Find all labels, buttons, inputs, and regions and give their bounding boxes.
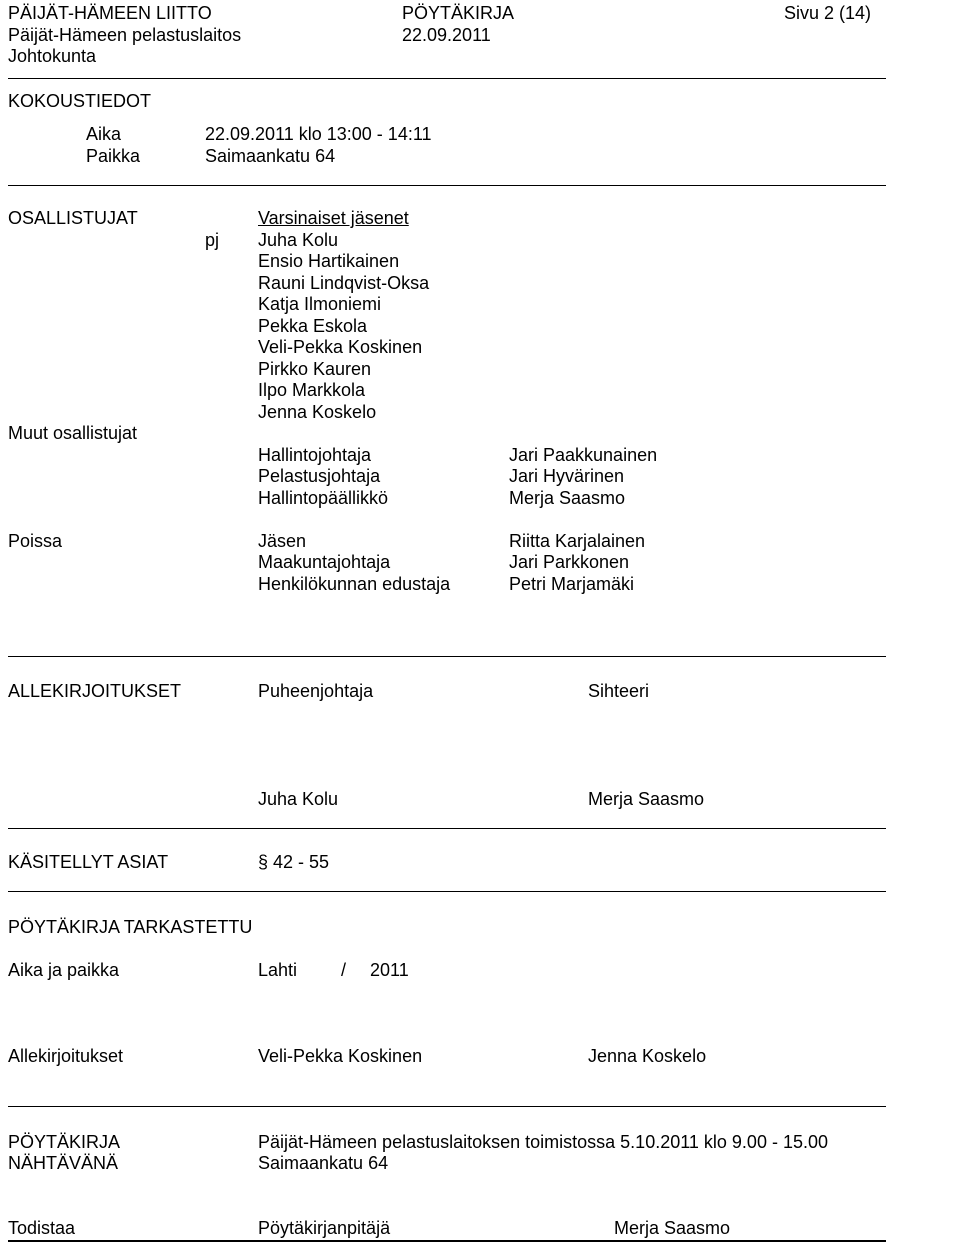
absent-role: Maakuntajohtaja <box>258 552 391 572</box>
signer-name: Jenna Koskelo <box>588 1046 707 1066</box>
display-location: Päijät-Hämeen pelastuslaitoksen toimistossa 5.10.2011 klo 9.00 - 15.00 <box>258 1132 828 1152</box>
divider <box>8 891 886 892</box>
absent-name: Petri Marjamäki <box>509 574 635 594</box>
body-name: Johtokunta <box>8 46 97 66</box>
signers-label: Allekirjoitukset <box>8 1046 124 1066</box>
member-name: Rauni Lindqvist-Oksa <box>258 273 430 293</box>
secretary-signature-name: Merja Saasmo <box>588 789 705 809</box>
other-role: Pelastusjohtaja <box>258 466 381 486</box>
chair-title: Puheenjohtaja <box>258 681 374 701</box>
signatures-heading: ALLEKIRJOITUKSET <box>8 681 182 701</box>
display-label: NÄHTÄVÄNÄ <box>8 1153 119 1173</box>
document-type: PÖYTÄKIRJA <box>402 3 515 23</box>
certify-role: Pöytäkirjanpitäjä <box>258 1218 391 1238</box>
page-number: Sivu 2 (14) <box>784 3 872 23</box>
absent-heading: Poissa <box>8 531 63 551</box>
bottom-rule <box>8 1240 886 1242</box>
divider <box>8 78 886 79</box>
document-date: 22.09.2011 <box>402 25 491 45</box>
members-title: Varsinaiset jäsenet <box>258 208 409 228</box>
review-date-separator: / <box>341 960 347 980</box>
member-name: Ensio Hartikainen <box>258 251 400 271</box>
time-label: Aika <box>86 124 122 144</box>
place-label: Paikka <box>86 146 141 166</box>
divider <box>8 1106 886 1107</box>
review-year: 2011 <box>370 960 409 980</box>
display-label: PÖYTÄKIRJA <box>8 1132 121 1152</box>
divider <box>8 185 886 186</box>
time-value: 22.09.2011 klo 13:00 - 14:11 <box>205 124 432 144</box>
others-heading: Muut osallistujat <box>8 423 138 443</box>
meeting-heading: KOKOUSTIEDOT <box>8 91 152 111</box>
secretary-title: Sihteeri <box>588 681 650 701</box>
member-name: Pekka Eskola <box>258 316 368 336</box>
member-name: Veli-Pekka Koskinen <box>258 337 423 357</box>
divider <box>8 656 886 657</box>
time-place-label: Aika ja paikka <box>8 960 120 980</box>
other-name: Merja Saasmo <box>509 488 626 508</box>
absent-name: Riitta Karjalainen <box>509 531 646 551</box>
member-name: Ilpo Markkola <box>258 380 366 400</box>
signer-name: Veli-Pekka Koskinen <box>258 1046 423 1066</box>
other-role: Hallintopäällikkö <box>258 488 389 508</box>
items-value: § 42 - 55 <box>258 852 330 872</box>
member-name: Katja Ilmoniemi <box>258 294 382 314</box>
participants-heading: OSALLISTUJAT <box>8 208 138 228</box>
certify-name: Merja Saasmo <box>614 1218 731 1238</box>
certify-label: Todistaa <box>8 1218 76 1238</box>
place-value: Saimaankatu 64 <box>205 146 336 166</box>
chair-signature-name: Juha Kolu <box>258 789 339 809</box>
absent-role: Jäsen <box>258 531 307 551</box>
member-name: Jenna Koskelo <box>258 402 377 422</box>
unit-name: Päijät-Hämeen pelastuslaitos <box>8 25 242 45</box>
member-name: Pirkko Kauren <box>258 359 372 379</box>
absent-role: Henkilökunnan edustaja <box>258 574 451 594</box>
org-name: PÄIJÄT-HÄMEEN LIITTO <box>8 3 212 23</box>
review-place: Lahti <box>258 960 298 980</box>
chair-marker: pj <box>205 230 220 250</box>
absent-name: Jari Parkkonen <box>509 552 630 572</box>
divider <box>8 828 886 829</box>
display-address: Saimaankatu 64 <box>258 1153 389 1173</box>
other-name: Jari Hyvärinen <box>509 466 625 486</box>
other-role: Hallintojohtaja <box>258 445 372 465</box>
other-name: Jari Paakkunainen <box>509 445 658 465</box>
review-heading: PÖYTÄKIRJA TARKASTETTU <box>8 917 253 937</box>
items-heading: KÄSITELLYT ASIAT <box>8 852 169 872</box>
member-name: Juha Kolu <box>258 230 339 250</box>
